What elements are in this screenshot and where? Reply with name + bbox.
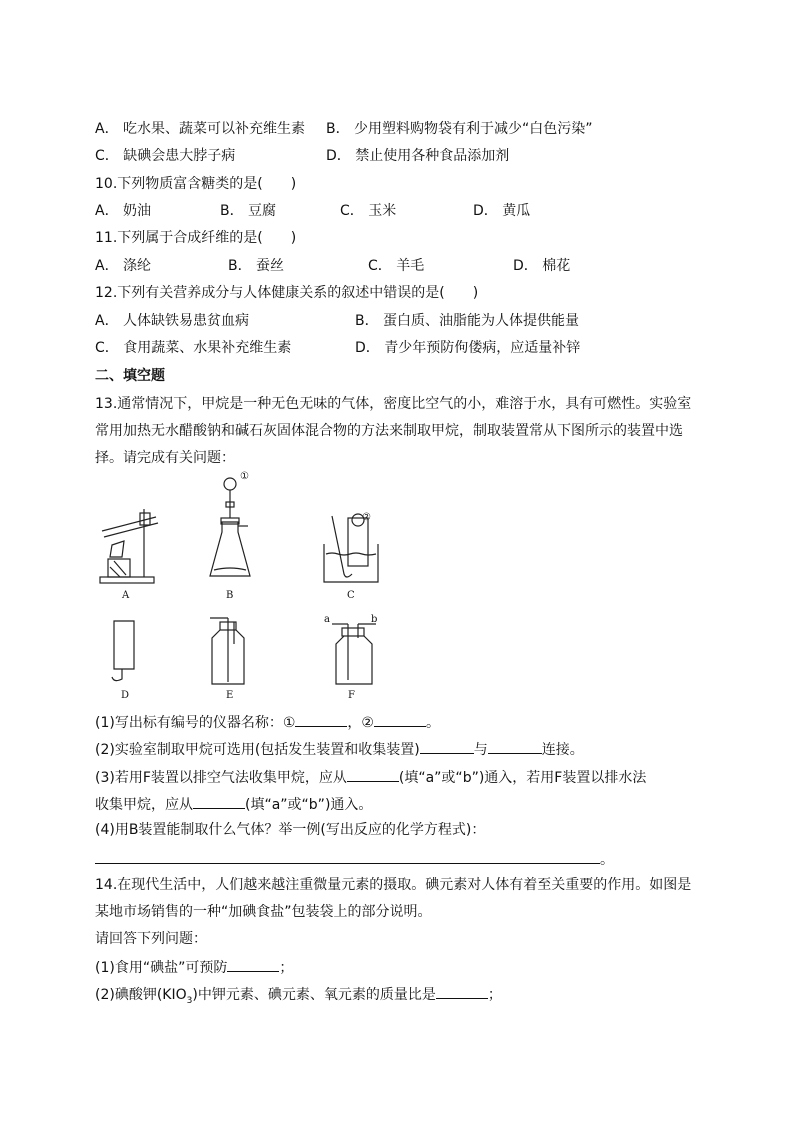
q12-option-d: D． 青少年预防佝偻病，应适量补锌 xyxy=(355,340,581,356)
q13-stem-line2: 常用加热无水醋酸钠和碱石灰固体混合物的方法来制取甲烷，制取装置常从下图所示的装置中选 xyxy=(95,423,683,439)
q14-part1-text: (1)食用“碘盐”可预防 xyxy=(95,960,228,976)
q13-part4-answer-line xyxy=(95,848,614,870)
label-b-tube: b xyxy=(371,614,378,625)
q10-option-a: A． 奶油 xyxy=(95,203,152,219)
q11-option-c: C． 羊毛 xyxy=(368,258,425,274)
q13-part2-sep: 与 xyxy=(473,742,488,758)
q14-part2 xyxy=(95,983,502,1011)
q13-part2-text: (2)实验室制取甲烷可选用(包括发生装置和收集装置) xyxy=(95,742,420,758)
q14-part2-text: (2)碘酸钾(KIO xyxy=(95,987,187,1003)
apparatus-d-drawing xyxy=(110,619,140,685)
answer-blank-4[interactable] xyxy=(488,738,542,754)
q10-option-c: C． 玉米 xyxy=(340,203,397,219)
label-b: B xyxy=(226,590,234,601)
apparatus-a-drawing xyxy=(98,505,168,585)
q13-stem-line1: 13.通常情况下，甲烷是一种无色无味的气体，密度比空气的小，难溶于水，具有可燃性。实验室 xyxy=(95,396,692,412)
q14-part2-text2: )中钾元素、碘元素、氧元素的质量比是 xyxy=(192,987,436,1003)
q14-stem-line1: 14.在现代生活中，人们越来越注重微量元素的摄取。碘元素对人体有着至关重要的作用。如图是 xyxy=(95,877,692,893)
q9-option-a: A． 吃水果、蔬菜可以补充维生素 xyxy=(95,121,306,137)
q13-part3-line2 xyxy=(95,793,372,815)
q9-option-b: B． 少用塑料购物袋有利于减少“白色污染” xyxy=(326,121,593,137)
q14-part1 xyxy=(95,956,293,978)
q14-part2-end: ； xyxy=(487,987,502,1003)
apparatus-b-drawing xyxy=(206,474,256,584)
q13-part2 xyxy=(95,738,584,760)
q10-option-b: B． 豆腐 xyxy=(220,203,277,219)
q12-stem: 12.下列有关营养成分与人体健康关系的叙述中错误的是( ) xyxy=(95,285,479,301)
q14-part1-end: ； xyxy=(279,960,294,976)
answer-blank-1[interactable] xyxy=(295,711,347,727)
q13-part3-text2: 收集甲烷，应从 xyxy=(95,797,193,813)
q13-part4: (4)用B装置能制取什么气体？举一例(写出反应的化学方程式)： xyxy=(95,822,486,838)
q9-option-c: C． 缺碘会患大脖子病 xyxy=(95,148,236,164)
q11-stem: 11.下列属于合成纤维的是( ) xyxy=(95,230,297,246)
q14-part2-subscript: 3 xyxy=(186,995,193,1006)
q11-option-b: B． 蚕丝 xyxy=(228,258,285,274)
q14-ask: 请回答下列问题： xyxy=(95,931,207,947)
q11-option-d: D． 棉花 xyxy=(513,258,571,274)
q13-stem-line3: 择。请完成有关问题： xyxy=(95,450,235,466)
q13-part1-sep: ，② xyxy=(347,715,374,731)
label-e: E xyxy=(226,690,234,701)
answer-blank-9[interactable] xyxy=(436,983,488,999)
label-n2: ② xyxy=(362,512,371,523)
answer-blank-8[interactable] xyxy=(227,956,279,972)
label-a-tube: a xyxy=(324,614,330,625)
section-heading-fill-in: 二、填空题 xyxy=(95,368,165,384)
answer-blank-7[interactable] xyxy=(95,848,600,864)
answer-blank-3[interactable] xyxy=(420,738,474,754)
label-n1: ① xyxy=(240,471,249,482)
apparatus-c-drawing xyxy=(322,514,382,584)
q10-stem: 10.下列物质富含糖类的是( ) xyxy=(95,176,297,192)
q13-part1-end: 。 xyxy=(425,715,440,731)
label-a: A xyxy=(122,590,130,601)
q9-option-d: D． 禁止使用各种食品添加剂 xyxy=(326,148,510,164)
q13-part2-end: 连接。 xyxy=(541,742,584,758)
q11-option-a: A． 涤纶 xyxy=(95,258,152,274)
label-d: D xyxy=(121,690,130,701)
label-f: F xyxy=(348,690,355,701)
q12-option-b: B． 蛋白质、油脂能为人体提供能量 xyxy=(355,313,580,329)
q13-part3-end: (填“a”或“b”)通入。 xyxy=(245,797,373,813)
answer-blank-2[interactable] xyxy=(374,711,426,727)
q13-part3-text: (3)若用F装置以排空气法收集甲烷，应从 xyxy=(95,770,347,786)
q13-part4-end: 。 xyxy=(600,852,614,868)
label-c: C xyxy=(347,590,355,601)
answer-blank-6[interactable] xyxy=(193,793,245,809)
q12-option-c: C． 食用蔬菜、水果补充维生素 xyxy=(95,340,292,356)
q12-option-a: A． 人体缺铁易患贫血病 xyxy=(95,313,250,329)
apparatus-e-drawing xyxy=(208,614,248,686)
q13-part3-cont: (填“a”或“b”)通入，若用F装置以排水法 xyxy=(398,770,647,786)
q13-part1-text: (1)写出标有编号的仪器名称：① xyxy=(95,715,296,731)
q14-stem-line2: 某地市场销售的一种“加碘食盐”包装袋上的部分说明。 xyxy=(95,904,432,920)
q13-part3-line1 xyxy=(95,766,646,788)
q13-part1 xyxy=(95,711,440,733)
q10-option-d: D． 黄瓜 xyxy=(473,203,531,219)
answer-blank-5[interactable] xyxy=(347,766,399,782)
